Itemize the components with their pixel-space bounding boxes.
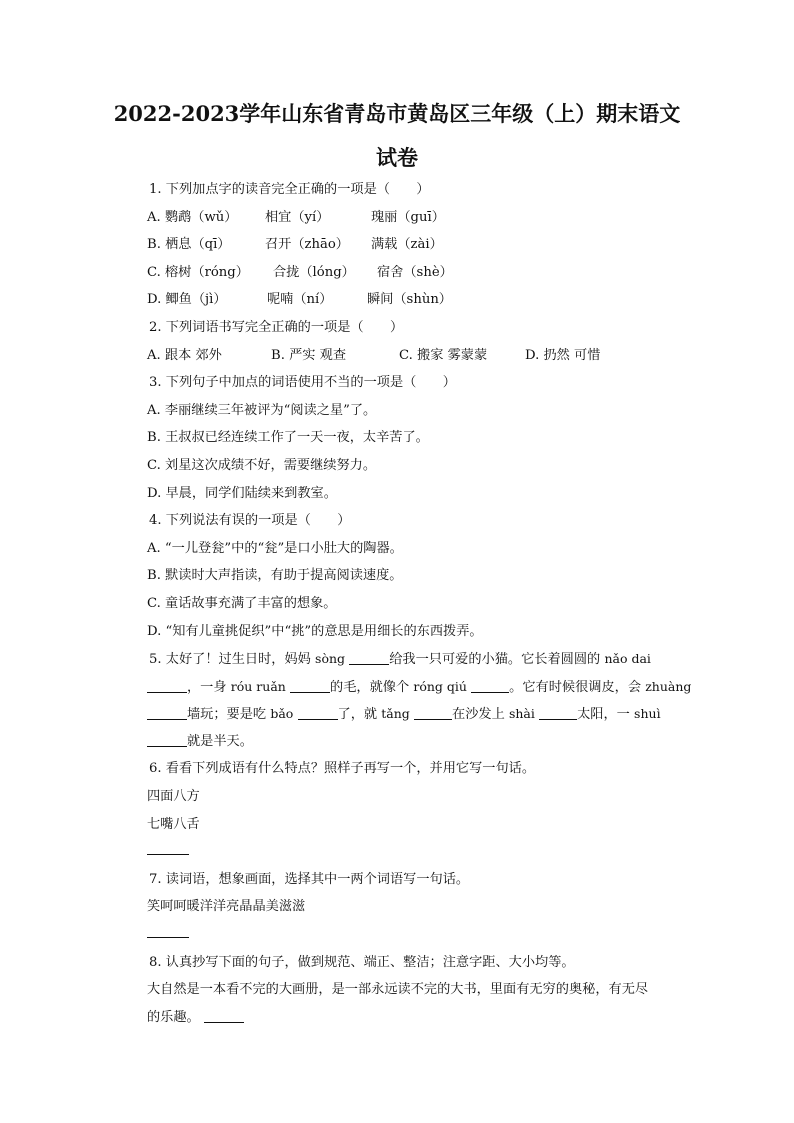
question-4-option-d: D. “知有儿童挑促织”中“挑”的意思是用细长的东西拨弄。 <box>147 623 483 639</box>
question-2-option-d: D. 扔然 可惜 <box>525 347 601 363</box>
question-3-option-c: C. 刘星这次成绩不好，需要继续努力。 <box>147 457 377 473</box>
question-2-option-c: C. 搬家 雾蒙蒙 <box>399 347 488 363</box>
title-line-1: 2022-2023学年山东省青岛市黄岛区三年级（上）期末语文 <box>113 101 681 126</box>
answer-blank[interactable] <box>147 705 187 720</box>
question-3-stem: 3. 下列句子中加点的词语使用不当的一项是（ ） <box>149 375 456 391</box>
question-8-text-line-2: 的乐趣。 <box>147 1004 677 1032</box>
question-5-line-2: ，一身 róu ruǎn 的毛，就像个 róng qiú 。它有时候很调皮，会 zhuàng <box>147 673 677 701</box>
question-4-stem: 4. 下列说法有误的一项是（ ） <box>149 513 351 529</box>
question-4-option-a: A. “一儿登瓮”中的“瓮”是口小肚大的陶器。 <box>147 540 403 556</box>
pinyin-zhuang: zhuàng <box>645 678 692 694</box>
question-1-option-d: D. 鲫鱼（jì） 呢喃（ní） 瞬间（shùn） <box>147 292 452 308</box>
page-title <box>100 92 694 180</box>
question-7-stem: 7. 读词语，想象画面，选择其中一两个词语写一句话。 <box>149 871 470 887</box>
question-1-stem: 1. 下列加点字的读音完全正确的一项是（ ） <box>149 182 430 197</box>
question-2-option-a: A. 跟本 郊外 <box>147 347 222 363</box>
answer-blank[interactable] <box>147 732 187 747</box>
answer-blank[interactable] <box>349 650 389 665</box>
question-7-answer <box>147 921 677 949</box>
answer-blank[interactable] <box>147 842 189 855</box>
pinyin-tang: tǎng <box>381 706 410 722</box>
answer-blank[interactable] <box>147 925 189 938</box>
answer-blank[interactable] <box>147 678 187 693</box>
question-5-line-4: 就是半天。 <box>147 728 677 756</box>
pinyin-shui: shuì <box>634 706 661 722</box>
question-list <box>147 176 692 1031</box>
question-1-option-b: B. 栖息（qī） 召开（zhāo） 满载（zài） <box>147 237 443 253</box>
question-3-option-b: B. 王叔叔已经连续工作了一天一夜，太辛苦了。 <box>147 430 429 446</box>
answer-blank[interactable] <box>298 705 338 720</box>
question-5-line-3: 墙玩；要是吃 bǎo 了，就 tǎng 在沙发上 shài 太阳，一 shuì <box>147 700 677 728</box>
answer-blank[interactable] <box>290 678 330 693</box>
question-6-example-2: 七嘴八舌 <box>147 816 200 832</box>
answer-blank[interactable] <box>471 678 509 693</box>
pinyin-rouruan: róu ruǎn <box>230 678 286 694</box>
pinyin-bao: bǎo <box>270 706 294 722</box>
question-4-option-b: B. 默读时大声指读，有助于提高阅读速度。 <box>147 568 403 584</box>
question-2-options <box>147 342 677 370</box>
question-8-stem: 8. 认真抄写下面的句子，做到规范、端正、整洁；注意字距、大小均等。 <box>149 954 575 970</box>
pinyin-naodai: nǎo dai <box>604 651 651 667</box>
answer-blank[interactable] <box>204 1008 244 1023</box>
question-5-line-1: 5. 太好了！过生日时，妈妈 sòng 给我一只可爱的小猫。它长着圆圆的 nǎo dai <box>149 651 651 668</box>
answer-blank[interactable] <box>539 705 577 720</box>
question-6-example-1: 四面八方 <box>147 789 200 805</box>
pinyin-song: sòng <box>315 651 346 667</box>
question-7-words: 笑呵呵暖洋洋亮晶晶美滋滋 <box>147 899 306 915</box>
pinyin-rongqiu: róng qiú <box>413 678 467 694</box>
pinyin-shai: shài <box>508 706 535 722</box>
question-2-stem: 2. 下列词语书写完全正确的一项是（ ） <box>149 319 404 335</box>
question-3-option-a: A. 李丽继续三年被评为“阅读之星”了。 <box>147 402 377 418</box>
question-3-option-d: D. 早晨，同学们陆续来到教室。 <box>147 485 337 501</box>
answer-blank[interactable] <box>414 705 452 720</box>
title-line-2: 试卷 <box>376 145 418 170</box>
question-2-option-b: B. 严实 观查 <box>271 347 347 363</box>
question-6-answer <box>147 838 677 866</box>
question-8-text-line-1: 大自然是一本看不完的大画册，是一部永远读不完的大书，里面有无穷的奥秘，有无尽 <box>147 982 649 998</box>
question-4-option-c: C. 童话故事充满了丰富的想象。 <box>147 595 337 611</box>
question-1-option-a: A. 鹦鹉（wǔ） 相宜（yí） 瑰丽（guī） <box>147 209 445 225</box>
question-6-stem: 6. 看看下列成语有什么特点？照样子再写一个，并用它写一句话。 <box>149 761 536 777</box>
question-1-option-c: C. 榕树（róng） 合拢（lóng） 宿舍（shè） <box>147 264 453 280</box>
